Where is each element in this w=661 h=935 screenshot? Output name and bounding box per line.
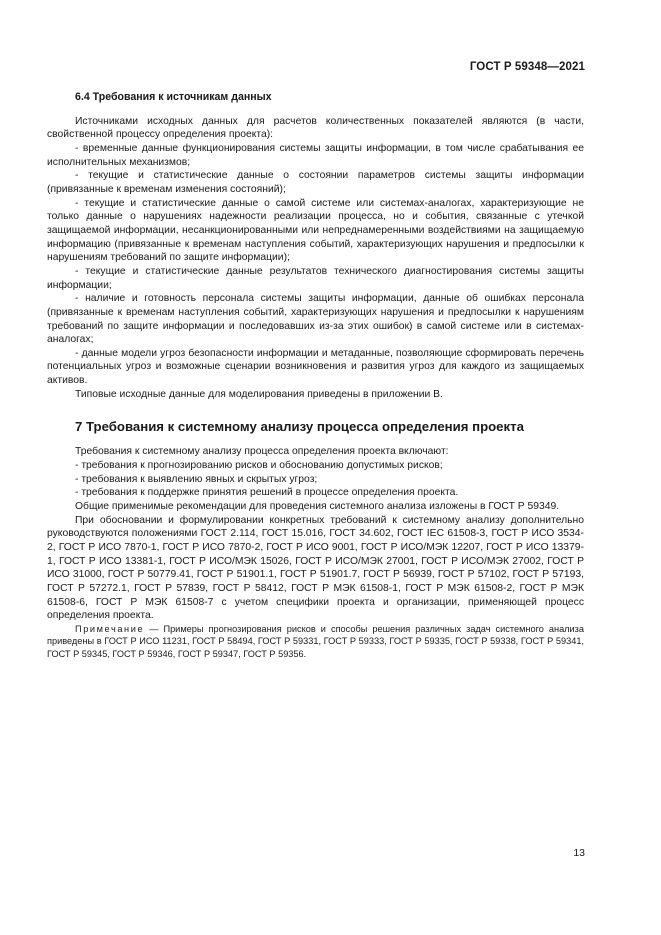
note-label: Примечание xyxy=(75,623,145,634)
list-item: - данные модели угроз безопасности информации и метаданные, позволяющие сформировать перечень потенциальных угроз и возможные сценарии возникновения и развития угроз для каждого из защищаемых активов. xyxy=(47,347,584,387)
note xyxy=(47,623,584,660)
paragraph: Источниками исходных данных для расчетов количественных показателей являются (в части, свойственной процессу определения проекта): xyxy=(47,115,584,141)
list-item: - текущие и статистические данные о самой системе или системах-аналогах, характеризующие не только данные о нарушениях надежности реализации процесса, но и события, связанные с утечкой защищаемой информации, несанкционированными или непреднамеренными воздействиями на защищаемую информацию (привязанные к временам наступления событий, характеризующих нарушения и предпосылки к нарушениям требований по защите информации); xyxy=(47,197,584,264)
document-id-header: ГОСТ Р 59348—2021 xyxy=(469,61,585,73)
paragraph: Общие применимые рекомендации для проведения системного анализа изложены в ГОСТ Р 59349. xyxy=(75,501,560,513)
list-item: - текущие и статистические данные о состоянии параметров системы защиты информации (привязанные к временам изменения состояний); xyxy=(47,170,584,195)
paragraph: Требования к системному анализу процесса определения проекта включают: xyxy=(75,446,449,458)
list-item: - текущие и статистические данные результатов технического диагностирования системы защиты информации; xyxy=(47,265,584,291)
paragraph: Типовые исходные данные для моделирования приведены в приложении В. xyxy=(75,388,443,400)
subsection-title: 6.4 Требования к источникам данных xyxy=(75,91,272,103)
page-content xyxy=(47,91,584,660)
list-item: - наличие и готовность персонала системы защиты информации, данные об ошибках персонала (привязанные к временам наступления событий, характеризующих нарушения и предпосылки к нарушениям требований по защите информации и последовавших из-за этих ошибок) в самой системе или в системах-аналогах; xyxy=(47,293,584,346)
list-item: - временные данные функционирования системы защиты информации, в том числе срабатывания ее исполнительных механизмов; xyxy=(47,142,584,168)
paragraph: При обосновании и формулировании конкретных требований к системному анализу дополнительно руководствуются положениями ГОСТ 2.114, ГОСТ 15.016, ГОСТ 34.602, ГОСТ IEC 61508-3, ГОСТ Р ИСО 3534-2, ГОСТ Р ИСО 7870-1, ГОСТ Р ИСО 7870-2, ГОСТ Р ИСО 9001, ГОСТ Р ИСО/МЭК 12207, ГОСТ Р ИСО 13379-1, ГОСТ Р ИСО 13381-1, ГОСТ Р ИСО/МЭК 15026, ГОСТ Р ИСО/МЭК 27001, ГОСТ Р ИСО/МЭК 27002, ГОСТ Р ИСО 31000, ГОСТ Р 50779.41, ГОСТ Р 51901.1, ГОСТ Р 51901.7, ГОСТ Р 56939, ГОСТ Р 57102, ГОСТ Р 57193, ГОСТ Р 57272.1, ГОСТ Р 57839, ГОСТ Р 58412, ГОСТ Р МЭК 61508-1, ГОСТ Р МЭК 61508-2, ГОСТ Р МЭК 61508-6, ГОСТ Р МЭК 61508-7 с учетом специфики проекта и организации, применяющей процесс определения проекта. xyxy=(47,514,584,622)
list-item: - требования к выявлению явных и скрытых угроз; xyxy=(75,473,318,485)
list-item: - требования к поддержке принятия решений в процессе определения проекта. xyxy=(75,487,459,499)
section-title: 7 Требования к системному анализу процесса определения проекта xyxy=(75,419,524,435)
note-text: — Примеры прогнозирования рисков и способы решения различных задач системного анализа приведены в ГОСТ Р ИСО 11231, ГОСТ Р 58494, ГОСТ Р 59331, ГОСТ Р 59333, ГОСТ Р 59335, ГОСТ Р 59338, ГОСТ Р 59341, ГОСТ Р 59345, ГОСТ Р 59346, ГОСТ Р 59347, ГОСТ Р 59356. xyxy=(47,623,584,659)
page-number: 13 xyxy=(573,847,585,859)
list-item: - требования к прогнозированию рисков и обоснованию допустимых рисков; xyxy=(75,460,443,472)
